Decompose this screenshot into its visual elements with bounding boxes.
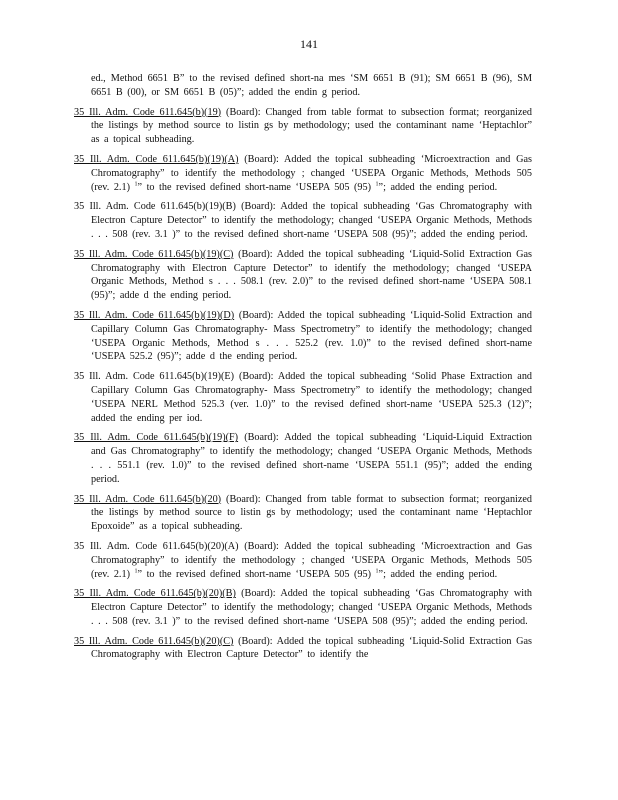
entry-citation: 35 Ill. Adm. Code 611.645(b)(19)(D) <box>74 309 235 321</box>
entry-description: (Board): Added the topical subheading ‘Liquid-Solid Extraction Gas Chromatography with Electron Capture Detector” to identify the methodology; changed ‘USEPA Organic Methods, Method s . . . 508.1 (rev. 2.0)” to the revised defined short-name ‘USEPA 508.1 (95)”; adde d the ending period. <box>91 248 533 302</box>
amendment-entry <box>74 540 532 581</box>
entry-description: (Board): Added the topical subheading ‘Gas Chromatography with Electron Capture Detector” to identify the methodology; changed ‘USEPA Organic Methods, Methods . . . 508 (rev. 3.1 )” to the revised defined short-name ‘USEPA 508 (95)”; added the ending period. <box>91 588 532 627</box>
amendment-entry <box>74 370 532 425</box>
entry-citation: 35 Ill. Adm. Code 611.645(b)(19)(C) <box>74 248 234 260</box>
amendment-entry <box>74 248 532 303</box>
entry-description: (Board): Added the topical subheading ‘Microextraction and Gas Chromatography” to identify the methodology ; changed ‘USEPA Organic Methods, Methods 505 (rev. 2.1) $^1$” to the revised defined short-name ‘USEPA 505 (95) $^1$”; added the ending period. <box>91 540 532 580</box>
amendment-list <box>74 72 532 668</box>
entry-description: (Board): Added the topical subheading ‘Solid Phase Extraction and Capillary Column Gas Chromatography- Mass Spectrometry” to identify the methodology; changed ‘USEPA NERL Method 525.3 (ver. 1.0)” to the revised defined short-name ‘USEPA 525.3 (12)”; added the ending per iod. <box>91 371 533 424</box>
amendment-entry <box>74 72 532 100</box>
footnote-marker: 1 <box>375 568 379 575</box>
amendment-entry <box>74 153 532 194</box>
entry-description: (Board): Added the topical subheading ‘Liquid-Liquid Extraction and Gas Chromatography” to identify the methodology; changed ‘USEPA Organic Methods, Methods . . . 551.1 (rev. 1.0)” to the revised defined short-name ‘USEPA 551.1 (95)”; added the ending period. <box>91 432 533 485</box>
amendment-entry <box>74 200 532 241</box>
entry-citation: 35 Ill. Adm. Code 611.645(b)(20)(B) <box>74 588 236 600</box>
amendment-entry <box>74 493 532 534</box>
entry-description: (Board): Added the topical subheading ‘Gas Chromatography with Electron Capture Detector” to identify the methodology; changed ‘USEPA Organic Methods, Methods . . . 508 (rev. 3.1 )” to the revised defined short-name ‘USEPA 508 (95)”; added the ending period. <box>91 201 532 240</box>
entry-citation: 35 Ill. Adm. Code 611.645(b)(20)(A) <box>74 540 239 552</box>
entry-citation: 35 Ill. Adm. Code 611.645(b)(20)(C) <box>74 635 234 647</box>
entry-citation: 35 Ill. Adm. Code 611.645(b)(19) <box>74 106 222 118</box>
amendment-entry <box>74 587 532 628</box>
footnote-marker: 1 <box>134 568 138 575</box>
entry-citation: 35 Ill. Adm. Code 611.645(b)(19)(F) <box>74 432 239 444</box>
entry-description: (Board): Added the topical subheading ‘Microextraction and Gas Chromatography” to identify the methodology ; changed ‘USEPA Organic Methods, Methods 505 (rev. 2.1) $^1$” to the revised defined short-name ‘USEPA 505 (95) $^1$”; added the ending period. <box>91 153 532 193</box>
entry-citation: 35 Ill. Adm. Code 611.645(b)(19)(E) <box>74 371 235 383</box>
entry-description: (Board): Added the topical subheading ‘Liquid-Solid Extraction and Capillary Column Gas Chromatography- Mass Spectrometry” to identify the methodology; changed ‘USEPA Organic Methods, Method s . . . 525.2 (rev. 1.0)” to the revised defined short-name ‘USEPA 525.2 (95)”; adde d the ending period. <box>91 309 532 363</box>
entry-description: (Board): Added the topical subheading ‘Liquid-Solid Extraction Gas Chromatography with Electron Capture Detector” to identify the <box>91 635 533 661</box>
entry-description: (Board): Changed from table format to subsection format; reorganized the listings by method source to listin gs by methodology; used the contaminant name ‘Heptachlor” as a topical subheading. <box>91 106 533 146</box>
entry-citation: 35 Ill. Adm. Code 611.645(b)(20) <box>74 493 222 505</box>
footnote-marker: 1 <box>134 181 138 188</box>
entry-citation: 35 Ill. Adm. Code 611.645(b)(19)(B) <box>74 201 236 213</box>
amendment-entry <box>74 106 532 147</box>
amendment-entry <box>74 309 532 364</box>
page-number: 141 <box>300 37 318 51</box>
footnote-marker: 1 <box>375 181 379 188</box>
entry-description: (Board): Changed from table format to subsection format; reorganized the listings by method source to listin gs by methodology; used the contaminant name ‘Heptachlor Epoxoide” as a topical subheading. <box>91 493 533 533</box>
amendment-entry <box>74 431 532 486</box>
entry-description: ed., Method 6651 B” to the revised defined short-na mes ‘SM 6651 B (91); SM 6651 B (96), SM 6651 B (00), or SM 6651 B (05)”; added the endin g period. <box>91 73 532 98</box>
amendment-entry <box>74 635 532 663</box>
entry-citation: 35 Ill. Adm. Code 611.645(b)(19)(A) <box>74 153 239 165</box>
